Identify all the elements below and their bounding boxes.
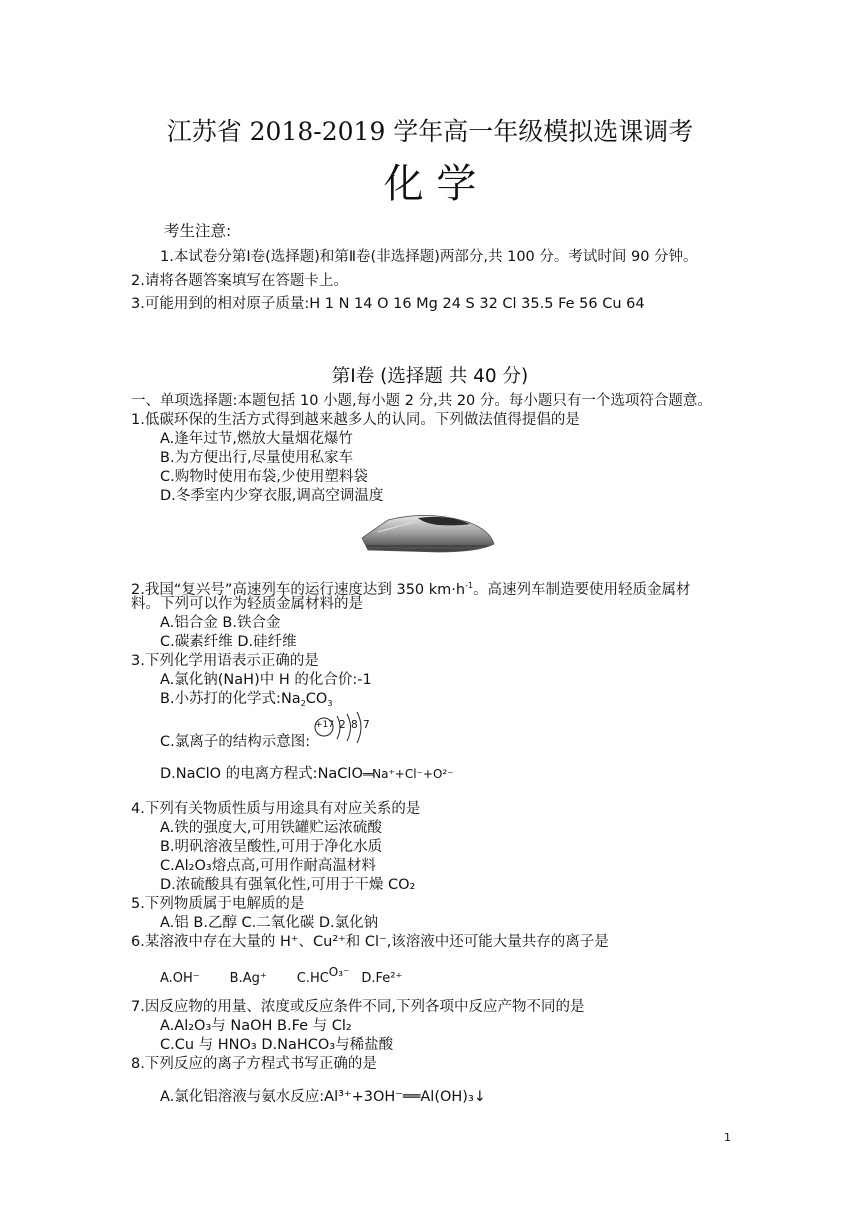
q6-option-b: B.Ag⁺ — [229, 971, 267, 986]
notice-item-2: 2.请将各题答案填写在答题卡上。 — [131, 273, 348, 289]
nucleus-label: +17 — [315, 720, 334, 730]
q7-options-cd: C.Cu 与 HNO₃ D.NaHCO₃与稀盐酸 — [160, 1037, 394, 1053]
q6-options — [160, 965, 403, 988]
q2-options-ab: A.铝合金 B.铁合金 — [160, 615, 281, 631]
q3-option-c: C.氯离子的结构示意图: — [160, 734, 311, 750]
notice-item-1: 1.本试卷分第Ⅰ卷(选择题)和第Ⅱ卷(非选择题)两部分,共 100 分。考试时间 90 分钟。 — [160, 249, 698, 265]
q6-stem: 6.某溶液中存在大量的 H⁺、Cu²⁺和 Cl⁻,该溶液中还可能大量共存的离子是 — [131, 934, 609, 950]
exam-title: 江苏省 2018-2019 学年高一年级模拟选课调考 — [166, 117, 694, 146]
page-number: 1 — [724, 1131, 731, 1144]
notice-item-3: 3.可能用到的相对原子质量:H 1 N 14 O 16 Mg 24 S 32 Cl 35.5 Fe 56 Cu 64 — [131, 296, 645, 312]
q1-option-d: D.冬季室内少穿衣服,调高空调温度 — [160, 488, 384, 504]
electron-shells-label: 2 8 7 — [339, 719, 370, 731]
q6-option-c-pre: C.HC — [296, 971, 329, 986]
section-title: 第Ⅰ卷 (选择题 共 40 分) — [331, 366, 529, 387]
notice-heading: 考生注意: — [164, 222, 232, 240]
q4-stem: 4.下列有关物质性质与用途具有对应关系的是 — [131, 801, 421, 817]
q3-option-b — [160, 690, 332, 713]
q8-option-a: A.氯化铝溶液与氨水反应:Al³⁺+3OH⁻══Al(OH)₃↓ — [160, 1089, 486, 1105]
q4-option-c: C.Al₂O₃熔点高,可用作耐高温材料 — [160, 858, 376, 874]
q3-b-pre: B.小苏打的化学式:Na — [160, 691, 301, 707]
q3-d-pre: D.NaClO 的电离方程式:NaClO — [160, 766, 363, 782]
q2-stem-sup: -1 — [465, 581, 474, 590]
q8-stem: 8.下列反应的离子方程式书写正确的是 — [131, 1056, 377, 1072]
q2-stem-post: 。高速列车制造要使用轻质金属材 — [473, 582, 691, 598]
high-speed-train-image — [358, 508, 496, 558]
q1-option-b: B.为方便出行,尽量使用私家车 — [160, 450, 354, 466]
q1-option-a: A.逢年过节,燃放大量烟花爆竹 — [160, 431, 353, 447]
q5-options: A.铝 B.乙醇 C.二氧化碳 D.氯化钠 — [160, 915, 379, 931]
q3-stem: 3.下列化学用语表示正确的是 — [131, 653, 319, 669]
q7-options-ab: A.Al₂O₃与 NaOH B.Fe 与 Cl₂ — [160, 1018, 352, 1034]
q4-option-d: D.浓硫酸具有强氧化性,可用于干燥 CO₂ — [160, 877, 416, 893]
q3-option-a: A.氯化钠(NaH)中 H 的化合价:-1 — [160, 672, 372, 688]
q6-option-c-sub: O₃⁻ — [328, 965, 350, 979]
q5-stem: 5.下列物质属于电解质的是 — [131, 896, 305, 912]
q6-option-d: D.Fe²⁺ — [361, 971, 403, 986]
q6-option-a: A.OH⁻ — [160, 971, 200, 986]
q1-stem: 1.低碳环保的生活方式得到越来越多人的认同。下列做法值得提倡的是 — [131, 412, 580, 428]
q3-d-eq: ══ — [362, 768, 373, 781]
q4-option-a: A.铁的强度大,可用铁罐贮运浓硫酸 — [160, 820, 382, 836]
q2-stem-pre: 2.我国“复兴号”高速列车的运行速度达到 350 km·h — [131, 582, 466, 598]
subject-title: 化 学 — [383, 161, 477, 207]
q3-b-sub2: 3 — [327, 699, 333, 708]
q1-option-c: C.购物时使用布袋,少使用塑料袋 — [160, 469, 368, 485]
q4-option-b: B.明矾溶液呈酸性,可用于净化水质 — [160, 839, 383, 855]
section-instruction: 一、单项选择题:本题包括 10 小题,每小题 2 分,共 20 分。每小题只有一个选项符合题意。 — [131, 393, 712, 409]
q2-options-cd: C.碳素纤维 D.硅纤维 — [160, 634, 297, 650]
q3-b-sub1: 2 — [300, 699, 306, 708]
q2-stem-line2: 料。下列可以作为轻质金属材料的是 — [131, 596, 363, 612]
q3-d-post: Na⁺+Cl⁻+O²⁻ — [372, 767, 454, 781]
q3-b-mid: CO — [305, 691, 328, 707]
q3-option-d — [160, 765, 454, 784]
q7-stem: 7.因反应物的用量、浓度或反应条件不同,下列各项中反应产物不同的是 — [131, 999, 585, 1015]
